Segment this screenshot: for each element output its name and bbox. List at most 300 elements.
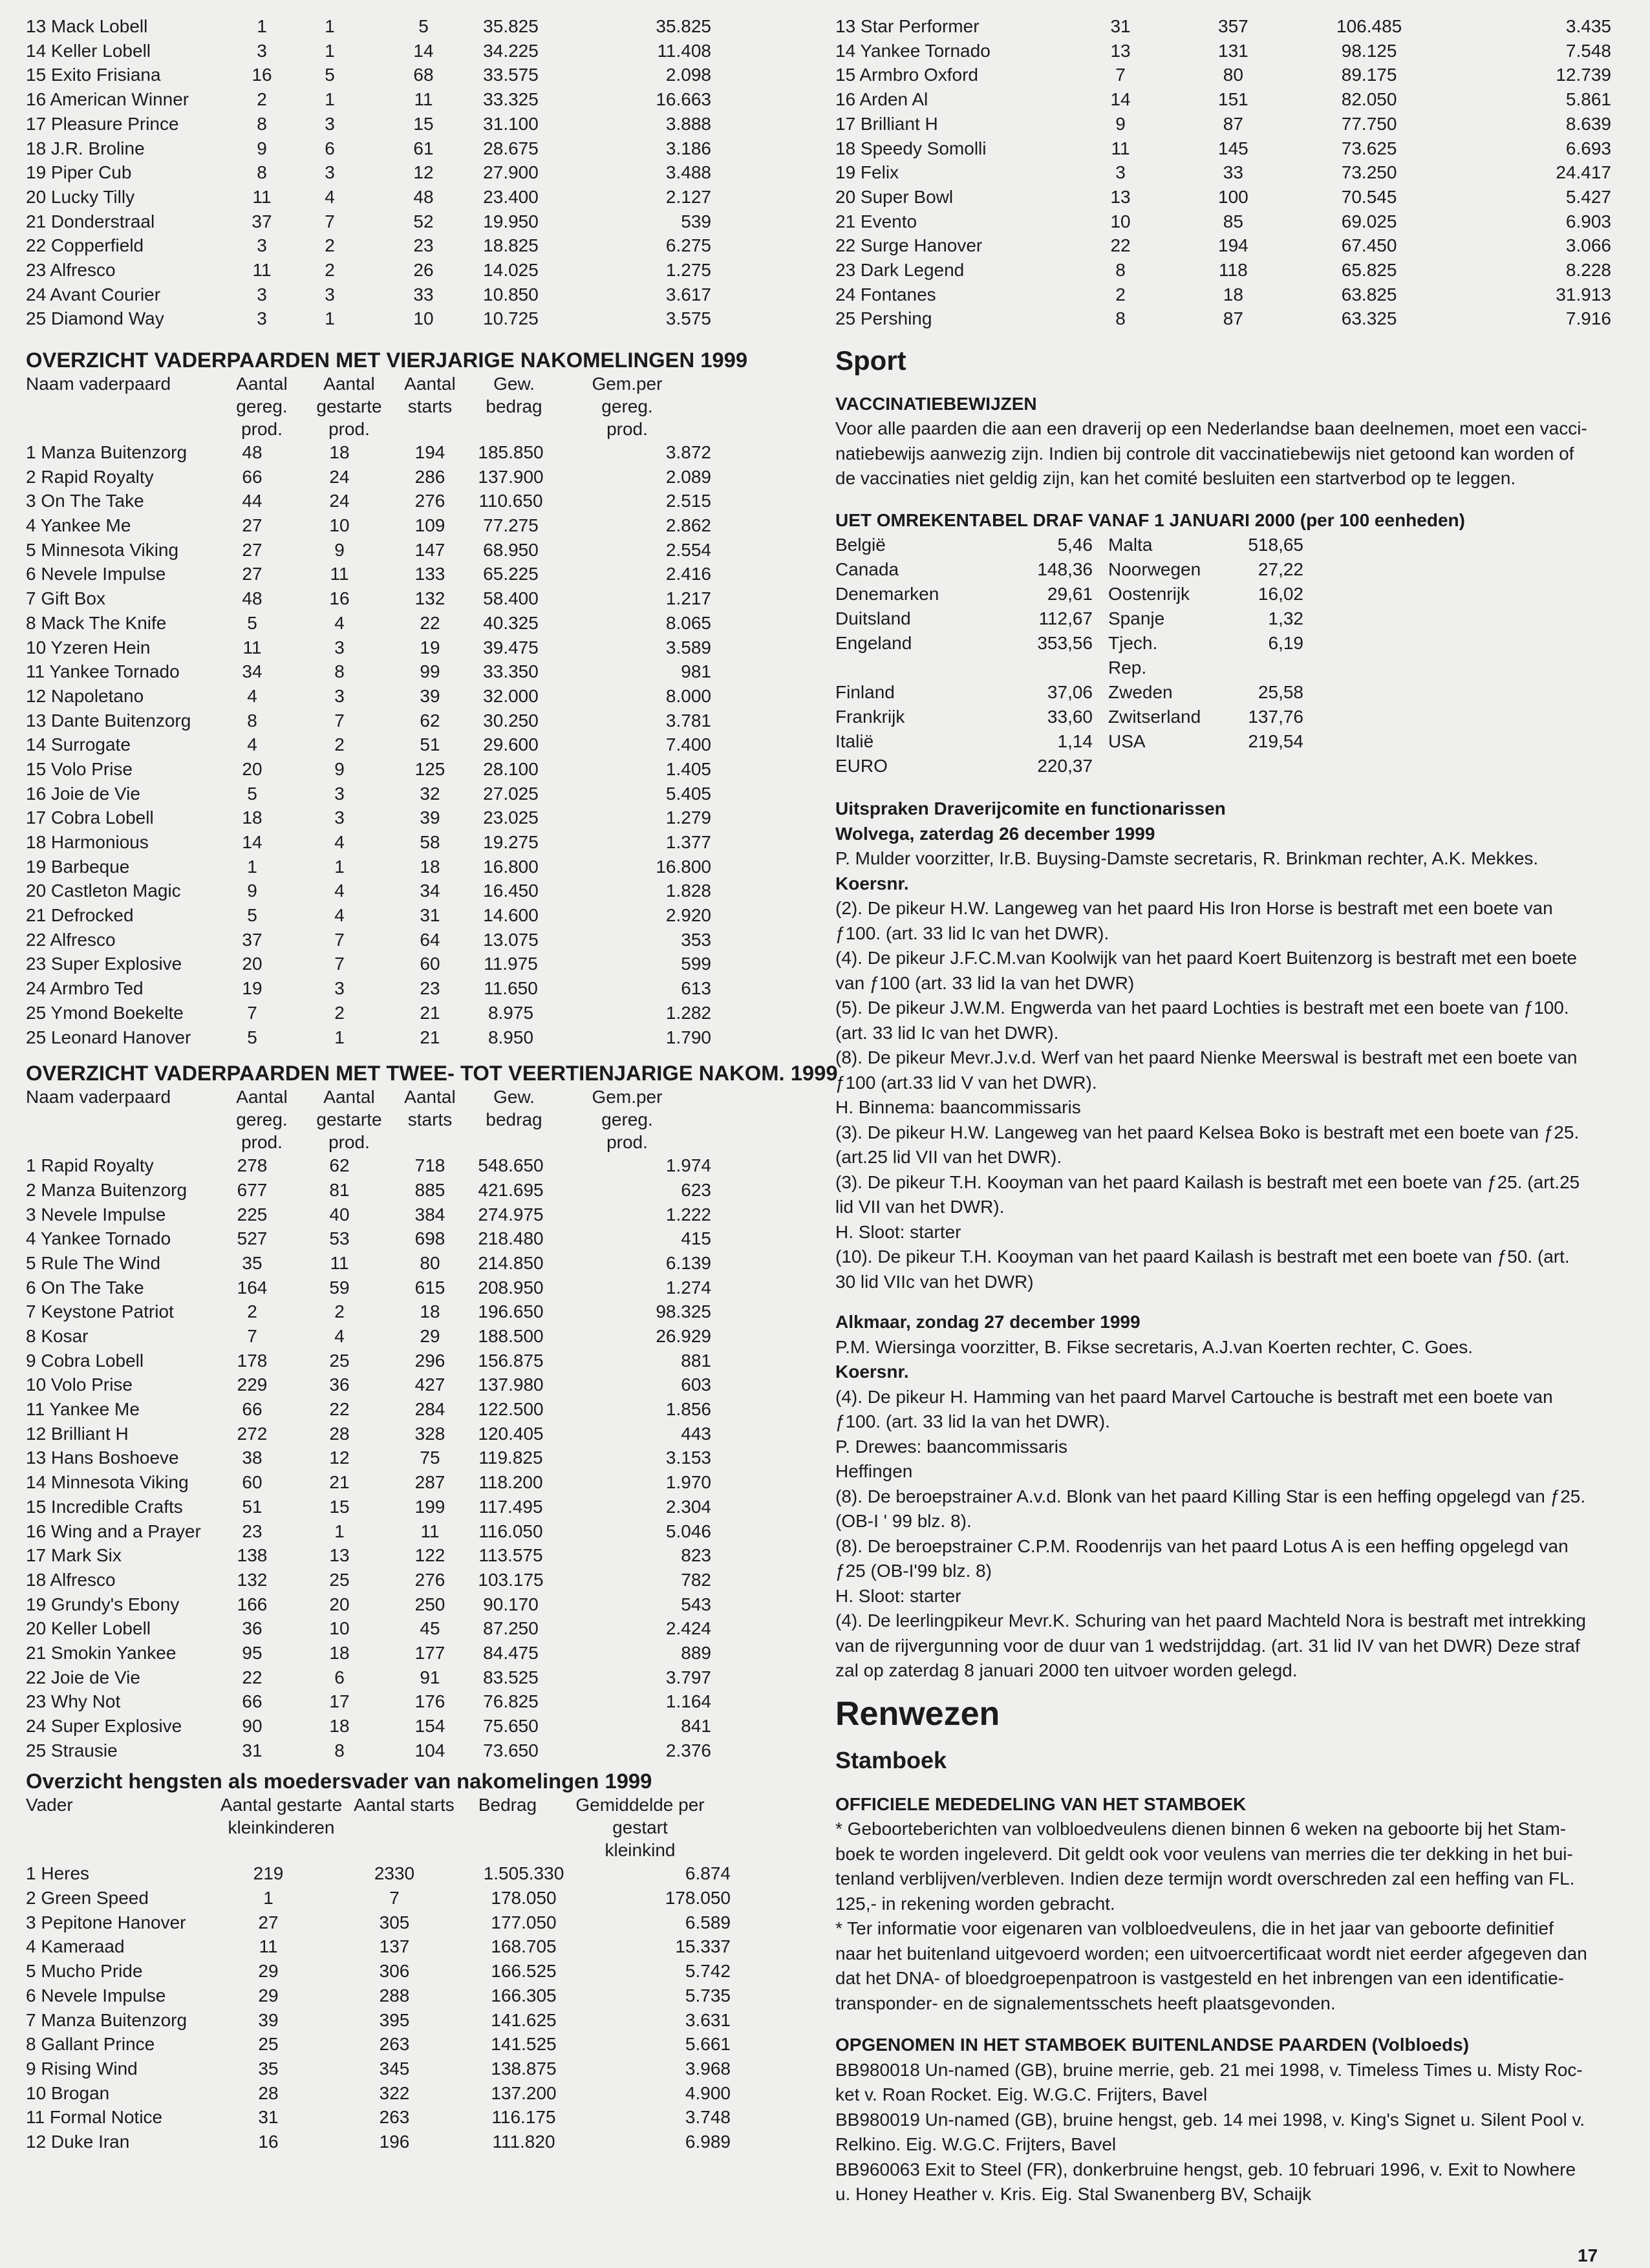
value-cell: 1.974 (665, 1155, 711, 1176)
value-cell: 421.695 (478, 1179, 544, 1200)
value-cell: 166.305 (491, 1985, 557, 2006)
table-row (26, 684, 711, 709)
column-header-line (459, 1839, 556, 1861)
horse-name-cell: 25 Diamond Way (26, 308, 164, 329)
foreign-horses-text (835, 2058, 1619, 2207)
value-cell: 13 (1110, 186, 1131, 207)
value-cell: 31 (420, 905, 440, 926)
value-cell: 27.900 (483, 162, 539, 183)
rulings-title: Uitspraken Draverijcomite en functionarissen (835, 798, 1226, 819)
value-cell: 22 (1110, 235, 1131, 256)
value-cell: 31 (258, 2107, 279, 2128)
value-cell: 141.625 (491, 2009, 557, 2030)
column-header-line: gereg. (236, 1109, 288, 1130)
horse-name-cell: 6 On The Take (26, 1277, 144, 1298)
value-cell: 63.325 (1341, 308, 1397, 329)
value-cell: 10 (329, 1618, 350, 1639)
value-cell: 2.304 (665, 1496, 711, 1517)
value-cell: 8 (1115, 308, 1126, 329)
value-cell: 229 (237, 1375, 268, 1395)
value-cell: 31.913 (1556, 284, 1611, 305)
horse-name-cell: 23 Dark Legend (835, 259, 965, 280)
text-line: (OB-I ' 99 blz. 8). (835, 1511, 972, 1532)
value-cell: 66 (242, 1691, 262, 1712)
value-cell: 137.200 (491, 2082, 557, 2103)
value-cell: 603 (681, 1375, 711, 1395)
table-row (26, 586, 711, 611)
value-cell: 39 (420, 685, 440, 706)
horse-name-cell: 16 Joie de Vie (26, 783, 140, 804)
value-cell: 75.650 (483, 1716, 539, 1737)
horse-name-cell: 11 Yankee Tornado (26, 661, 180, 682)
column-header-line: kleinkind (605, 1840, 676, 1861)
value-cell: 1.377 (665, 832, 711, 853)
country-cell: Finland (835, 682, 895, 703)
text-line: (8). De beroepstrainer C.P.M. Roodenrijs van het paard Lotus A is een heffing opgelegd van (835, 1535, 1569, 1556)
value-cell: 6.275 (665, 235, 711, 256)
text-line: (4). De pikeur J.F.C.M.van Koolwijk van het paard Koert Buitenzorg is bestraft met een boete (835, 948, 1578, 968)
value-cell: 3 (334, 783, 345, 804)
rulings-wolvega (835, 846, 1619, 1294)
left-top-table (26, 14, 711, 331)
value-cell: 11.975 (484, 954, 538, 974)
horse-name-cell: 4 Yankee Tornado (26, 1228, 171, 1249)
value-cell: 1.274 (665, 1277, 711, 1298)
table-row (26, 185, 711, 209)
value-cell: 7 (334, 954, 345, 974)
value-cell: 34.225 (483, 40, 539, 61)
value-cell: 8 (334, 1740, 345, 1760)
value-cell: 104 (414, 1740, 445, 1760)
column-header-line (349, 1839, 459, 1861)
text-line: * Geboorteberichten van volbloedveulens dienen binnen 6 weken na geboorte bij het Stam- (835, 1819, 1567, 1839)
value-cell: 10 (413, 308, 434, 329)
table-vierjarig (26, 440, 711, 1049)
column-header (394, 1086, 466, 1153)
value-cell: 34 (420, 881, 440, 901)
value-cell: 18 (329, 442, 350, 463)
text-line: BB980018 Un-named (GB), bruine merrie, geb. 21 mei 1998, v. Timeless Times u. Misty Roc- (835, 2059, 1583, 2080)
column-header-line: Gem.per (592, 1087, 663, 1107)
value-cell: 14.600 (483, 905, 539, 926)
value-cell: 328 (414, 1423, 445, 1444)
value-cell: 527 (237, 1228, 268, 1249)
column-header (562, 1086, 692, 1153)
table-row (26, 855, 711, 879)
value-cell: 4.900 (685, 2082, 731, 2103)
horse-name-cell: 2 Green Speed (26, 1888, 149, 1909)
meeting-wolvega: Wolvega, zaterdag 26 december 1999 (835, 823, 1155, 844)
value-cell: 2 (334, 734, 345, 755)
value-cell: 29 (258, 1961, 279, 1982)
value-cell: 77.750 (1341, 113, 1397, 134)
value-cell: 1 (247, 856, 257, 877)
horse-name-cell: 4 Yankee Me (26, 515, 131, 536)
value-cell: 100 (1218, 186, 1248, 207)
table-twee-tot-veertienjarig (26, 1153, 711, 1762)
value-cell: 13.075 (483, 929, 539, 950)
value-cell: 1 (257, 16, 267, 37)
value-cell: 3 (257, 235, 267, 256)
value-cell: 18 (1223, 284, 1243, 305)
value-cell: 5 (247, 1027, 257, 1047)
value-cell: 11 (414, 89, 433, 110)
value-cell: 70.545 (1341, 186, 1397, 207)
column-header (304, 1086, 394, 1153)
table-row (26, 136, 711, 160)
column-header-line: prod. (606, 1132, 648, 1153)
value-cell: 177.050 (491, 1912, 557, 1932)
value-cell: 99 (420, 661, 440, 682)
value-cell: 137.980 (478, 1375, 544, 1395)
column-header-line (26, 1816, 213, 1839)
value-cell: 18 (420, 856, 440, 877)
value-cell: 3.781 (665, 710, 711, 731)
value-cell: 11 (242, 637, 262, 658)
value-cell: 68 (413, 65, 434, 85)
column-header-line: Gew. (493, 1087, 535, 1107)
country-cell: Malta (1108, 535, 1153, 555)
value-cell: 286 (414, 466, 445, 487)
rulings-alkmaar (835, 1335, 1619, 1684)
country-cell: Frankrijk (835, 707, 905, 727)
horse-name-cell: 19 Felix (835, 162, 899, 183)
value-cell: 3.589 (665, 637, 711, 658)
value-cell: 33.575 (483, 65, 539, 85)
value-cell: 178.050 (665, 1888, 731, 1909)
table-row (26, 306, 711, 331)
value-cell: 11 (252, 186, 272, 207)
value-cell: 2 (247, 1301, 257, 1322)
horse-name-cell: 1 Manza Buitenzorg (26, 442, 188, 463)
value-cell: 7 (334, 929, 345, 950)
value-cell: 8 (257, 113, 267, 134)
section-title-twee-tot-veertienjarig: OVERZICHT VADERPAARDEN MET TWEE- TOT VEERTIENJARIGE NAKOM. 1999 (26, 1061, 838, 1086)
rate-cell: 1,14 (1057, 731, 1093, 752)
text-line: (8). De beroepstrainer A.v.d. Blonk van het paard Killing Star is een heffing opgelegd van ƒ25. (835, 1486, 1586, 1506)
value-cell: 14 (413, 40, 434, 61)
horse-name-cell: 20 Castleton Magic (26, 881, 181, 901)
table-row (26, 39, 711, 63)
value-cell: 118 (1219, 259, 1248, 280)
horse-name-cell: 1 Rapid Royalty (26, 1155, 154, 1176)
column-header-line (459, 1816, 556, 1839)
value-cell: 3 (334, 808, 345, 828)
value-cell: 131 (1218, 40, 1248, 61)
horse-name-cell: 11 Formal Notice (26, 2107, 163, 2128)
value-cell: 2330 (374, 1863, 415, 1884)
value-cell: 1.275 (665, 259, 711, 280)
value-cell: 196 (379, 2131, 410, 2152)
rate-cell: 25,58 (1258, 682, 1303, 703)
value-cell: 73.625 (1341, 138, 1397, 158)
value-cell: 80 (420, 1252, 440, 1273)
horse-name-cell: 10 Brogan (26, 2082, 110, 2103)
table-row (26, 2057, 731, 2081)
horse-name-cell: 13 Star Performer (835, 16, 980, 37)
value-cell: 395 (379, 2009, 410, 2030)
value-cell: 1.405 (665, 758, 711, 779)
value-cell: 11 (252, 259, 272, 280)
value-cell: 21 (420, 1027, 440, 1047)
section-title-moedersvader: Overzicht hengsten als moedersvader van nakomelingen 1999 (26, 1769, 652, 1793)
horse-name-cell: 15 Volo Prise (26, 758, 133, 779)
horse-name-cell: 25 Leonard Hanover (26, 1027, 191, 1047)
value-cell: 615 (414, 1277, 445, 1298)
table-row (26, 1276, 711, 1300)
table-moedersvader (26, 1861, 731, 2154)
value-cell: 214.850 (478, 1252, 544, 1273)
table-row (26, 233, 711, 258)
value-cell: 3.575 (665, 308, 711, 329)
value-cell: 62 (329, 1155, 350, 1176)
text-line: dat het DNA- of bloedgroepenpatroon is vastgesteld en het inbrengen van een identificatie- (835, 1968, 1564, 1989)
table-row (26, 806, 711, 830)
horse-name-cell: 10 Yzeren Hein (26, 637, 151, 658)
value-cell: 1.505.330 (483, 1863, 564, 1884)
value-cell: 26 (413, 259, 434, 280)
country-cell: Oostenrijk (1108, 584, 1190, 604)
table-row (26, 830, 711, 855)
value-cell: 6 (334, 1667, 345, 1687)
value-cell: 33.325 (483, 89, 539, 110)
table-row (26, 1349, 711, 1373)
table-row (26, 928, 711, 952)
table-row (26, 2007, 731, 2032)
text-line: van de rijvergunning voor de duur van 1 wedstrijddag. (art. 31 lid IV van het DWR) Deze straf (835, 1635, 1580, 1656)
value-cell: 39 (420, 808, 440, 828)
table-row (26, 1025, 711, 1049)
horse-name-cell: 11 Yankee Me (26, 1399, 140, 1420)
value-cell: 28.100 (483, 758, 539, 779)
text-line: boek te worden ingeleverd. Dit geldt ook voor veulens van merries die ter dekking in het bui- (835, 1843, 1573, 1864)
value-cell: 11 (330, 1252, 349, 1273)
sport-heading: Sport (835, 345, 906, 376)
text-line: van ƒ100 (art. 33 lid Ia van het DWR) (835, 972, 1135, 993)
value-cell: 33 (1223, 162, 1243, 183)
value-cell: 8.950 (488, 1027, 534, 1047)
value-cell: 75 (420, 1448, 440, 1468)
value-cell: 3.488 (665, 162, 711, 183)
value-cell: 133 (414, 564, 445, 584)
value-cell: 65.825 (1341, 259, 1397, 280)
value-cell: 841 (681, 1716, 711, 1737)
table-row (26, 635, 711, 659)
value-cell: 3 (334, 978, 345, 999)
table-row (26, 1324, 711, 1349)
country-cell: Zwitserland (1108, 707, 1201, 727)
value-cell: 4 (247, 685, 257, 706)
table-row (26, 757, 711, 782)
country-cell: Zweden (1108, 682, 1173, 703)
rate-cell: 518,65 (1248, 535, 1303, 555)
horse-name-cell: 8 Gallant Prince (26, 2034, 155, 2055)
value-cell: 80 (1223, 65, 1243, 85)
country-cell: België (835, 535, 886, 555)
column-header-line: Gem.per (592, 373, 663, 394)
value-cell: 116.175 (491, 2107, 556, 2128)
value-cell: 31.100 (483, 113, 539, 134)
value-cell: 2.127 (665, 186, 711, 207)
table-header-vierjarig (26, 372, 815, 440)
horse-name-cell: 3 Nevele Impulse (26, 1204, 166, 1225)
horse-name-cell: 13 Dante Buitenzorg (26, 710, 191, 731)
value-cell: 1 (263, 1888, 273, 1909)
value-cell: 2 (325, 235, 335, 256)
table-row (26, 1446, 711, 1470)
value-cell: 274.975 (478, 1204, 544, 1225)
foreign-horses-title: OPGENOMEN IN HET STAMBOEK BUITENLANDSE PAARDEN (Volbloeds) (835, 2035, 1470, 2055)
value-cell: 5.861 (1565, 89, 1611, 110)
table-row (26, 1251, 711, 1276)
column-header-line (26, 1839, 213, 1861)
value-cell: 21 (329, 1472, 350, 1493)
value-cell: 58 (420, 832, 440, 853)
column-header-line: Naam vaderpaard (26, 373, 171, 394)
value-cell: 9 (334, 758, 345, 779)
table-header-twee-tot-veertienjarig (26, 1086, 815, 1153)
value-cell: 5.661 (685, 2034, 731, 2055)
value-cell: 51 (242, 1496, 262, 1517)
text-line: Koersnr. (835, 873, 909, 893)
rate-cell: 33,60 (1047, 707, 1093, 727)
value-cell: 18 (242, 808, 262, 828)
value-cell: 276 (414, 491, 445, 511)
value-cell: 14 (242, 832, 262, 853)
horse-name-cell: 14 Surrogate (26, 734, 131, 755)
value-cell: 194 (414, 442, 445, 463)
rate-cell: 29,61 (1047, 584, 1093, 604)
table-row (835, 185, 1611, 209)
horse-name-cell: 1 Heres (26, 1863, 90, 1884)
value-cell: 10 (329, 515, 350, 536)
value-cell: 272 (237, 1423, 268, 1444)
rate-cell: 6,19 (1268, 633, 1303, 654)
value-cell: 5 (247, 783, 257, 804)
table-row (26, 1203, 711, 1227)
value-cell: 357 (1218, 16, 1248, 37)
value-cell: 39.475 (483, 637, 539, 658)
value-cell: 4 (247, 734, 257, 755)
value-cell: 29 (420, 1326, 440, 1347)
renwezen-heading: Renwezen (835, 1695, 1000, 1733)
value-cell: 137 (379, 1936, 410, 1957)
table-row (26, 611, 711, 636)
value-cell: 3.435 (1565, 16, 1611, 37)
rate-cell: 353,56 (1037, 633, 1093, 654)
value-cell: 3 (325, 162, 335, 183)
value-cell: 60 (242, 1472, 262, 1493)
value-cell: 37 (242, 929, 262, 950)
horse-name-cell: 14 Yankee Tornado (835, 40, 991, 61)
value-cell: 73.650 (483, 1740, 539, 1760)
value-cell: 16 (329, 588, 350, 609)
value-cell: 14.025 (483, 259, 539, 280)
value-cell: 9 (334, 539, 345, 560)
column-header-line: Aantal (323, 373, 375, 394)
rate-cell: 1,32 (1268, 608, 1303, 629)
value-cell: 30.250 (483, 710, 539, 731)
horse-name-cell: 3 Pepitone Hanover (26, 1912, 186, 1932)
value-cell: 45 (420, 1618, 440, 1639)
value-cell: 76.825 (483, 1691, 539, 1712)
column-header-line (26, 1131, 220, 1153)
column-header-line: Gemiddelde per (575, 1795, 705, 1815)
value-cell: 9 (1115, 113, 1126, 134)
horse-name-cell: 21 Smokin Yankee (26, 1642, 177, 1663)
value-cell: 11 (420, 1521, 440, 1541)
value-cell: 118.200 (478, 1472, 543, 1493)
horse-name-cell: 23 Super Explosive (26, 954, 182, 974)
rate-cell (1174, 754, 1303, 778)
value-cell: 87.250 (483, 1618, 539, 1639)
table-row (26, 1984, 731, 2008)
value-cell: 25 (329, 1350, 350, 1371)
value-cell: 1 (325, 40, 335, 61)
text-line: u. Honey Heather v. Kris. Eig. Stal Swanenberg BV, Schaijk (835, 2184, 1312, 2205)
horse-name-cell: 24 Super Explosive (26, 1716, 182, 1737)
value-cell: 5.427 (1565, 186, 1611, 207)
value-cell: 2.515 (665, 491, 711, 511)
value-cell: 613 (681, 978, 711, 999)
column-header-line: gereg. (601, 1109, 653, 1130)
value-cell: 95 (242, 1642, 262, 1663)
rate-cell: 219,54 (1248, 731, 1303, 752)
official-notice-text (835, 1817, 1619, 2016)
value-cell: 8.000 (665, 685, 711, 706)
table-row (26, 1959, 731, 1984)
column-header-line: gestarte (316, 396, 382, 416)
value-cell: 52 (413, 211, 434, 231)
text-line: Koersnr. (835, 1362, 909, 1382)
value-cell: 1.970 (665, 1472, 711, 1493)
column-header (556, 1793, 724, 1861)
column-header (26, 1086, 220, 1153)
value-cell: 51 (420, 734, 440, 755)
value-cell: 1 (325, 308, 335, 329)
text-line: natiebewijs aanwezig zijn. Indien bij controle dit vaccinatiebewijs niet getoond kan worden of (835, 443, 1574, 464)
table-row (835, 258, 1611, 283)
value-cell: 287 (414, 1472, 445, 1493)
value-cell: 16 (252, 65, 272, 85)
value-cell: 35 (258, 2058, 279, 2079)
column-header-line (394, 1131, 466, 1153)
value-cell: 87 (1223, 113, 1243, 134)
horse-name-cell: 16 Wing and a Prayer (26, 1521, 201, 1541)
column-header-line: Aantal (236, 373, 288, 394)
value-cell: 284 (414, 1399, 445, 1420)
value-cell: 151 (1218, 89, 1248, 110)
horse-name-cell: 19 Piper Cub (26, 162, 132, 183)
value-cell: 20 (242, 758, 262, 779)
horse-name-cell: 6 Nevele Impulse (26, 1985, 166, 2006)
horse-name-cell: 23 Alfresco (26, 259, 116, 280)
value-cell: 147 (414, 539, 445, 560)
value-cell: 8 (247, 710, 257, 731)
value-cell: 881 (681, 1350, 711, 1371)
value-cell: 84.475 (483, 1642, 539, 1663)
text-line: naar het buitenland uitgevoerd worden; een uitvoercertificaat wordt niet eerder afgegeven dan (835, 1943, 1587, 1963)
column-header (562, 372, 692, 440)
value-cell: 3 (325, 284, 335, 305)
horse-name-cell: 5 Mucho Pride (26, 1961, 143, 1982)
value-cell: 39 (258, 2009, 279, 2030)
section-title-vierjarig: OVERZICHT VADERPAARDEN MET VIERJARIGE NAKOMELINGEN 1999 (26, 347, 748, 372)
text-line: (art.25 lid VII van het DWR). (835, 1147, 1062, 1168)
value-cell: 166.525 (491, 1961, 557, 1982)
value-cell: 109 (414, 515, 445, 536)
value-cell: 19.950 (483, 211, 539, 231)
